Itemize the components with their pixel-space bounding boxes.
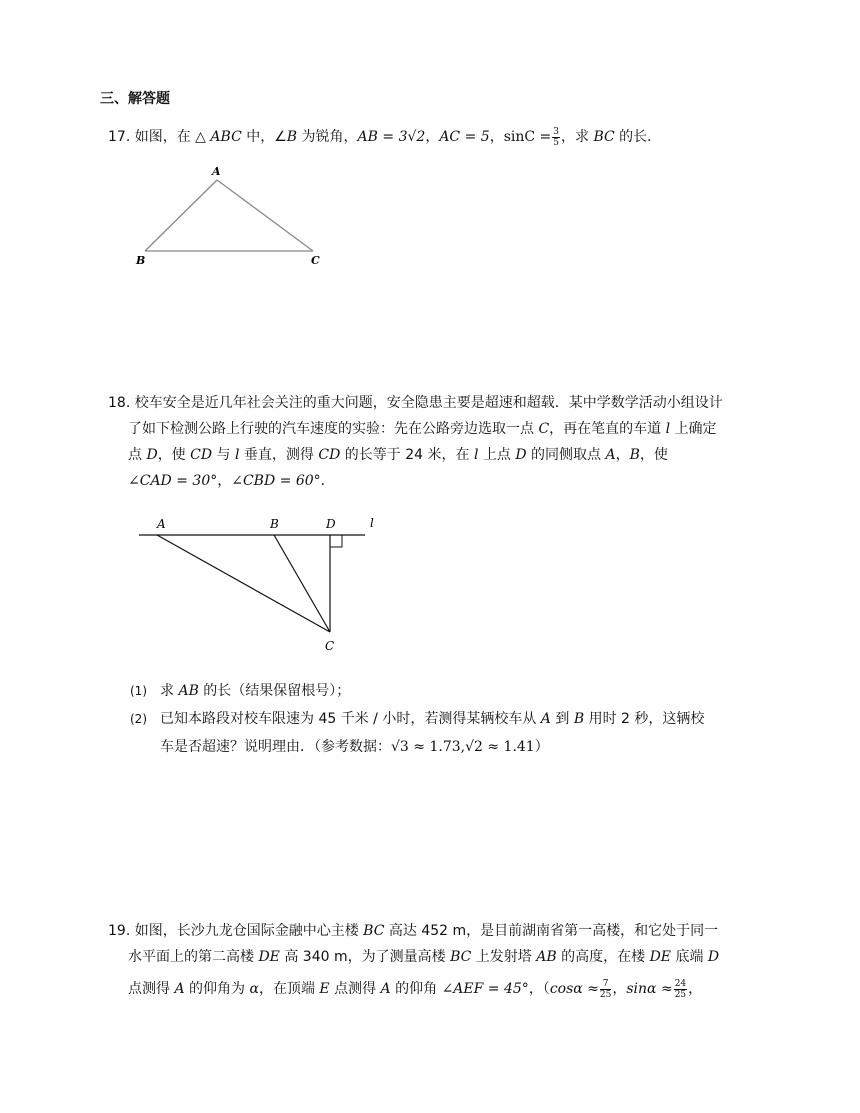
q19-text-part: 水平面上的第二高楼	[128, 949, 254, 965]
q17-text-part: ，	[489, 129, 504, 145]
q19-point-a: A	[380, 981, 391, 997]
q19-text-part: 高达 452 m，是目前湖南省第一高楼，和它处于同一	[388, 923, 719, 939]
question-18-line-1	[108, 390, 723, 416]
q19-cos-fraction	[600, 979, 611, 1000]
label-c: C	[325, 639, 335, 653]
q18-text-part: 求	[160, 683, 179, 699]
q18-text-part: ，	[615, 447, 630, 463]
q18-sub1-text	[160, 678, 350, 704]
fraction-denominator: 25	[674, 989, 687, 1000]
q19-text-part: 点测得	[334, 981, 377, 997]
q18-point-d: D	[146, 447, 158, 463]
q17-ac-equation: AC = 5	[439, 129, 490, 145]
fraction-denominator: 5	[553, 137, 559, 148]
q18-sub2-line-1	[160, 706, 704, 732]
question-17-number: 17.	[108, 129, 131, 145]
q19-de: DE	[258, 949, 280, 965]
label-b: B	[270, 517, 279, 531]
q17-text-part: 为锐角，	[297, 129, 358, 145]
q18-text-part: 用时 2 秒，这辆校	[588, 711, 705, 727]
q18-text-part: ，再在笔直的车道	[549, 421, 662, 437]
segment-ac	[157, 535, 330, 632]
q18-point-c: C	[538, 421, 550, 437]
label-l: l	[370, 516, 374, 530]
q18-text-part: 校车安全是近几年社会关注的重大问题，安全隐患主要是超速和超载．某中学数学活动小组设计	[134, 395, 723, 411]
fraction-numerator: 24	[674, 978, 687, 989]
q17-text-part: ，求	[561, 129, 594, 145]
q17-fraction	[552, 127, 560, 148]
question-19-number: 19.	[108, 923, 131, 939]
segment-ab	[145, 180, 217, 251]
q18-ab: AB	[178, 683, 199, 699]
q19-de: DE	[649, 949, 672, 965]
question-19-line-1	[108, 918, 718, 944]
sub2-number: (2)	[130, 712, 147, 726]
q19-point-a: A	[174, 981, 185, 997]
segment-ac	[217, 180, 313, 251]
q19-cos-alpha: cosα ≈	[549, 981, 599, 997]
question-19-line-3	[128, 976, 702, 1002]
q18-point-b: B	[573, 711, 585, 727]
q18-text-part: ．	[320, 473, 335, 489]
q19-text-part: 底端	[675, 949, 704, 965]
q19-text-part: 高 340 m，为了测量高楼	[284, 949, 446, 965]
q17-text-part: 如图，在	[134, 129, 196, 145]
right-angle-mark	[330, 535, 342, 547]
q19-text-part: 的高度，在楼	[561, 949, 646, 965]
q19-text-part: 如图，长沙九龙仓国际金融中心主楼	[134, 923, 359, 939]
q18-point-a: A	[605, 447, 616, 463]
q17-abc: ABC	[210, 129, 242, 145]
q19-text-part: 上发射塔	[475, 949, 532, 965]
q18-angle-cad: ∠CAD = 30°	[128, 473, 218, 489]
question-18-number: 18.	[108, 395, 131, 411]
label-a: A	[157, 517, 166, 531]
q18-road-figure	[130, 510, 390, 658]
q19-angle-aef: ∠AEF = 45°	[441, 981, 529, 997]
q19-text-part: ，	[688, 981, 703, 997]
q18-text-part: 了如下检测公路上行驶的汽车速度的实验：先在公路旁边选取一点	[128, 421, 534, 437]
section-title: 三、解答题	[100, 91, 170, 107]
q18-sub2-line-2	[160, 734, 549, 760]
question-17-text	[108, 124, 661, 150]
triangle-symbol: △	[195, 129, 206, 145]
q18-reference-data: √3 ≈ 1.73,√2 ≈ 1.41	[391, 739, 535, 755]
q18-text-part: 上点	[482, 447, 511, 463]
q19-sin-fraction	[674, 979, 687, 1000]
q19-point-d: D	[707, 949, 720, 965]
q19-text-part: ，	[612, 981, 627, 997]
q18-line-l: l	[234, 447, 240, 463]
q18-point-a: A	[540, 711, 551, 727]
segment-bc	[274, 535, 330, 632]
q18-text-part: 车是否超速？说明理由．（参考数据：	[160, 739, 391, 755]
q19-ab: AB	[536, 949, 557, 965]
q18-text-part: ，	[217, 473, 232, 489]
q17-angle-b: B	[286, 129, 298, 145]
q18-text-part: 垂直，测得	[243, 447, 314, 463]
q19-sin-alpha: sinα ≈	[626, 981, 673, 997]
q18-text-part: ）	[534, 739, 549, 755]
label-a: A	[212, 165, 221, 178]
question-18-line-4	[128, 468, 335, 494]
q19-point-e: E	[319, 981, 330, 997]
q18-sub2	[130, 706, 147, 732]
q17-text-part: 的长．	[614, 129, 662, 145]
q18-cd: CD	[318, 447, 341, 463]
fraction-numerator: 3	[553, 126, 559, 137]
q18-sub1	[130, 678, 147, 704]
q18-text-part: 的同侧取点	[531, 447, 602, 463]
q19-text-part: ，（	[528, 981, 550, 997]
q19-text-part: ，在顶端	[258, 981, 315, 997]
q18-text-part: 点	[128, 447, 142, 463]
q19-alpha: α	[249, 981, 259, 997]
question-18-line-2	[128, 416, 717, 442]
q18-line-l: l	[473, 447, 479, 463]
q18-text-part: 与	[216, 447, 231, 463]
q18-text-part: 的长等于 24 米，在	[344, 447, 470, 463]
question-18-line-3	[128, 442, 668, 468]
q18-text-part: 的长（结果保留根号）；	[198, 683, 351, 699]
question-19-line-2	[128, 944, 719, 970]
q17-text-part: 中，∠	[241, 129, 287, 145]
q18-point-b: B	[629, 447, 640, 463]
q17-text-part: ，	[425, 129, 440, 145]
sub1-number: (1)	[130, 684, 147, 698]
q18-cd: CD	[190, 447, 213, 463]
q19-text-part: 的仰角为	[189, 981, 246, 997]
q18-text-part: ，使	[639, 447, 668, 463]
q19-bc: BC	[450, 949, 472, 965]
q18-text-part: 已知本路段对校车限速为 45 千米 / 小时，若测得某辆校车从	[160, 711, 537, 727]
q19-text-part: 点测得	[128, 981, 170, 997]
q18-angle-cbd: ∠CBD = 60°	[231, 473, 321, 489]
label-c: C	[311, 254, 320, 267]
q18-text-part: 上确定	[674, 421, 717, 437]
label-d: D	[326, 517, 336, 531]
q18-point-d: D	[515, 447, 527, 463]
label-b: B	[136, 254, 146, 267]
q18-text-part: 到	[555, 711, 570, 727]
fraction-numerator: 7	[600, 979, 611, 990]
q17-ab-equation: AB = 3√2	[357, 129, 426, 145]
q18-line-l: l	[665, 421, 671, 437]
q17-bc: BC	[593, 129, 615, 145]
q17-sin-c: sinC =	[503, 129, 552, 145]
q19-text-part: 的仰角	[395, 981, 438, 997]
fraction-denominator: 25	[599, 989, 612, 1000]
q19-bc: BC	[363, 923, 385, 939]
q17-triangle-figure	[128, 160, 338, 270]
q18-text-part: ，使	[157, 447, 186, 463]
